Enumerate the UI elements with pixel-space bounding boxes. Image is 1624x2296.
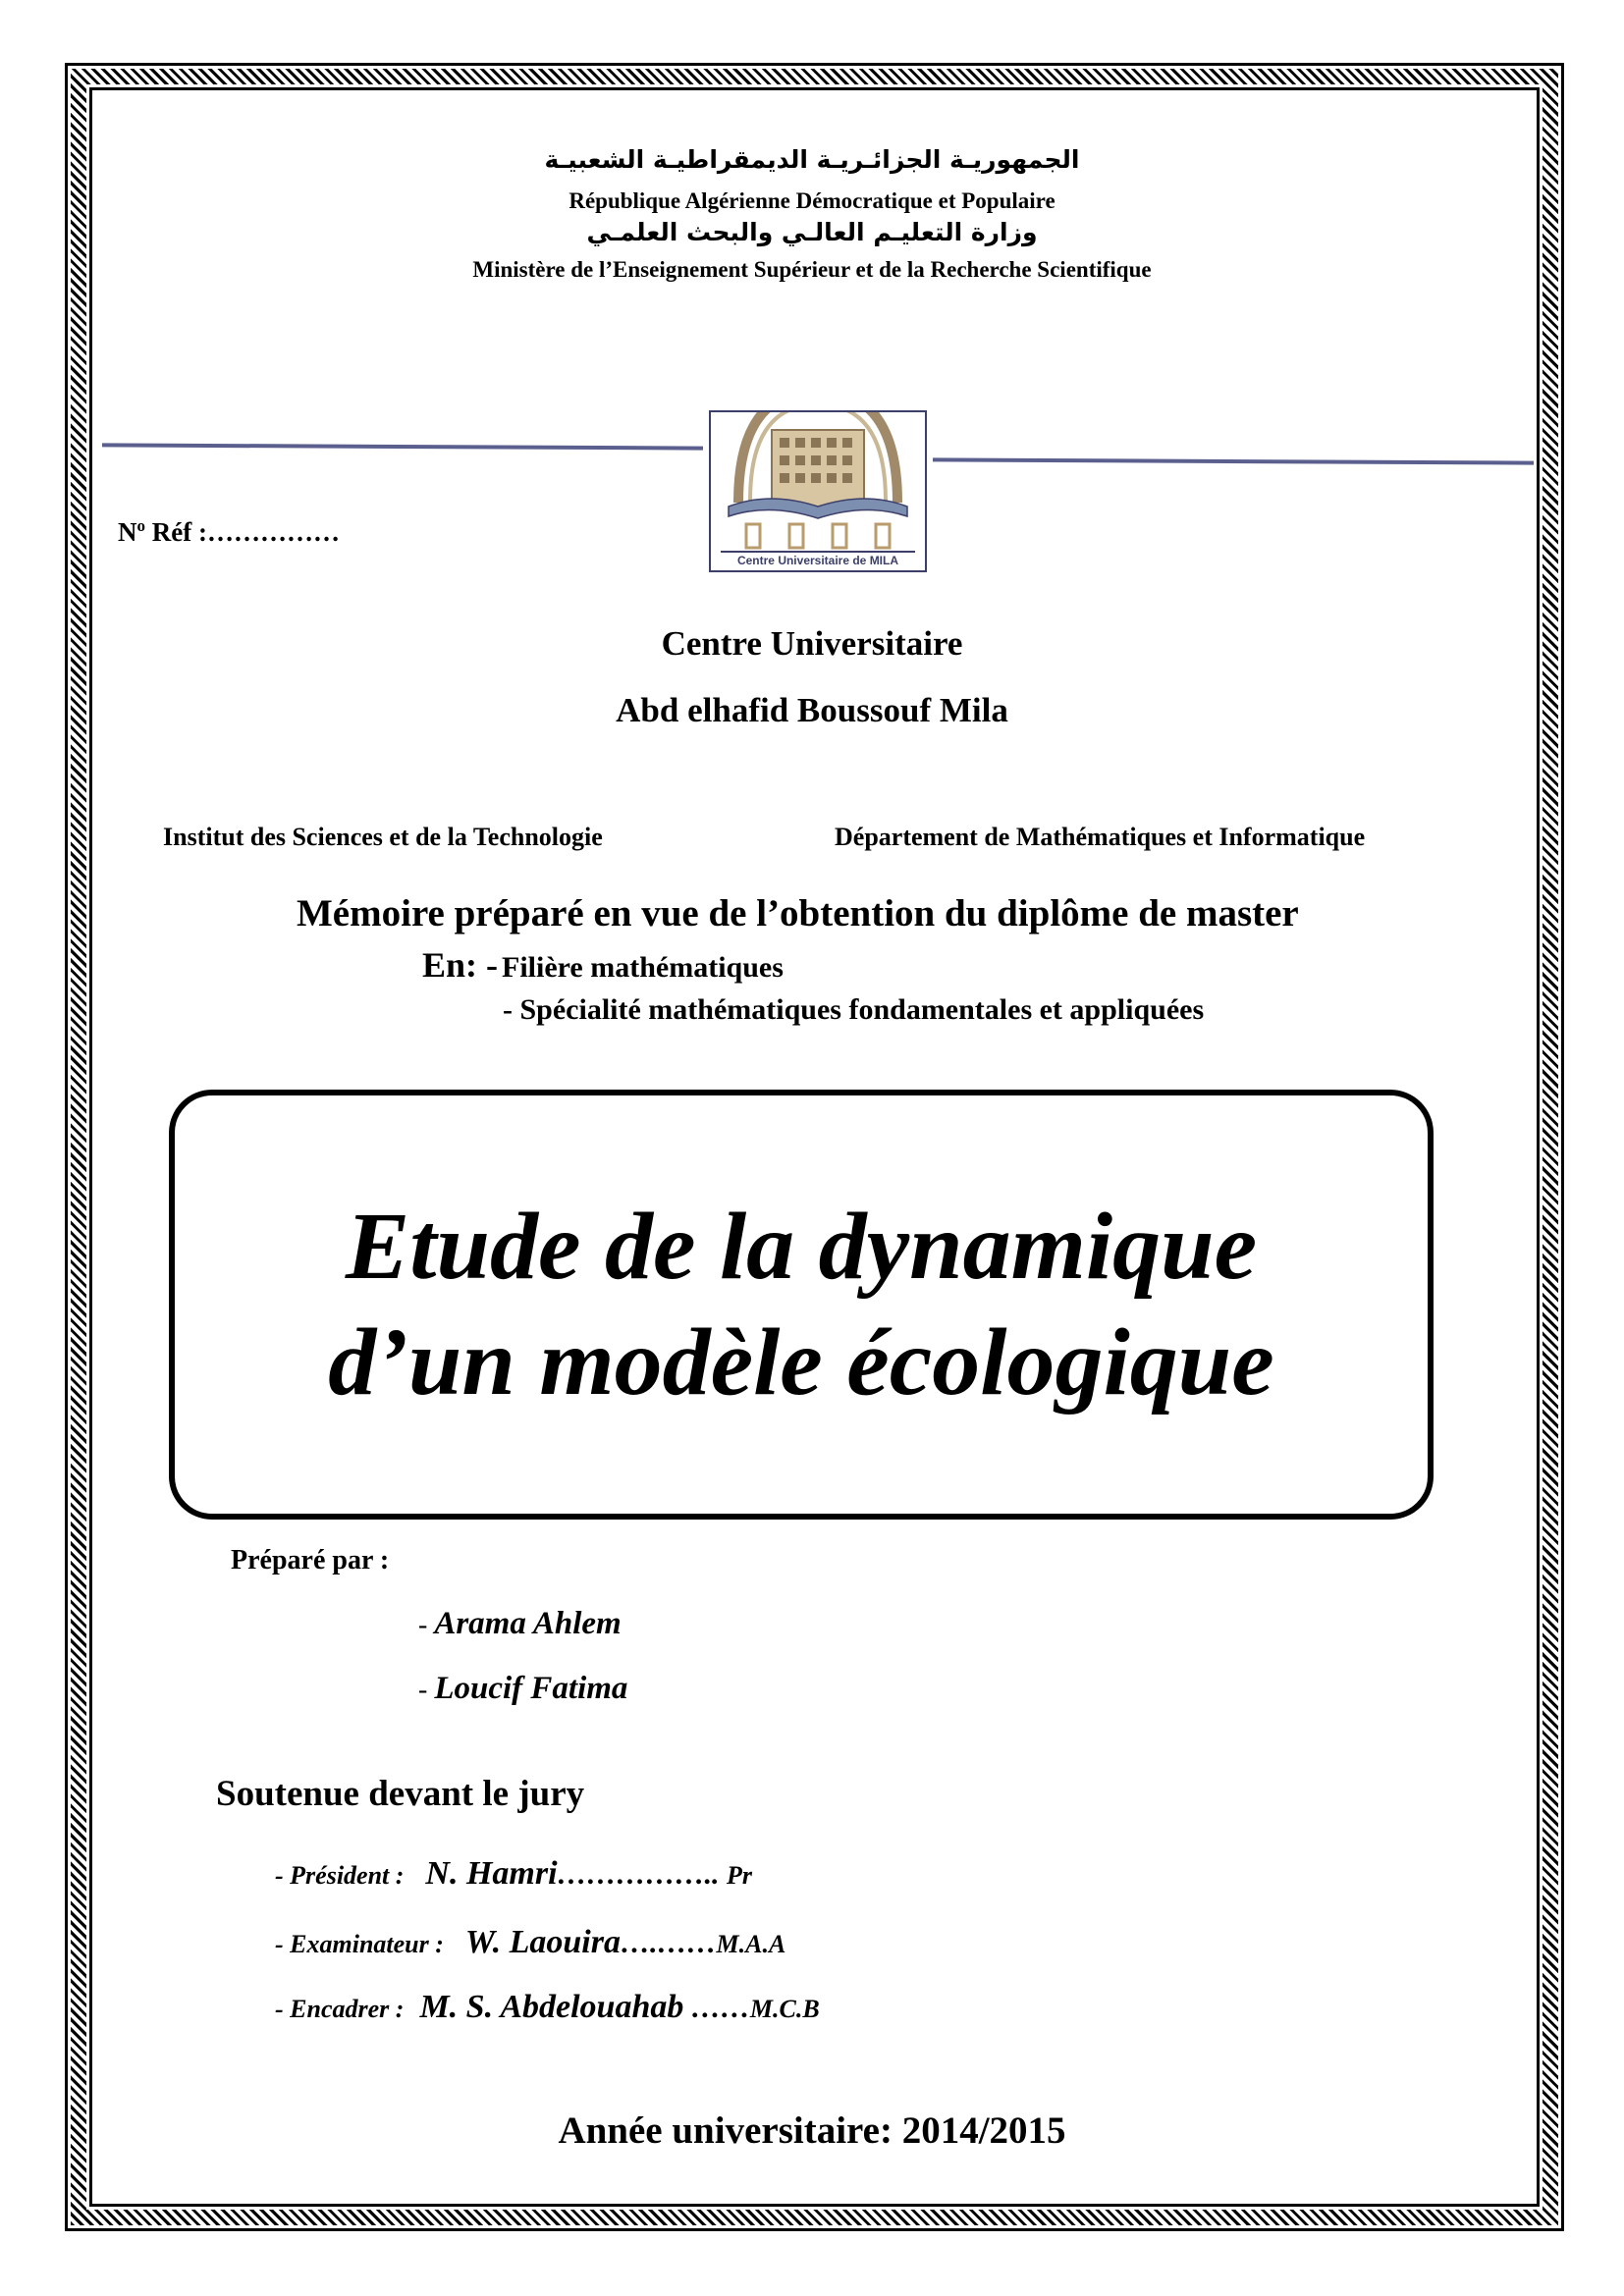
prepared-by-label: Préparé par : [231, 1545, 390, 1575]
arabic-republic-heading: الجمهوريـة الجزائـريـة الديمقراطيـة الشعبيـة [544, 145, 1080, 174]
author-item: - Loucif Fatima [418, 1671, 628, 1706]
university-logo [709, 410, 927, 572]
jury-heading: Soutenue devant le jury [216, 1774, 585, 1814]
thesis-title-line-1: Etude de la dynamique [345, 1194, 1258, 1300]
department-name: Département de Mathématiques et Informatique [835, 823, 1366, 851]
jury-member-examinateur: - Examinateur : W. Laouira….……M.A.A [275, 1924, 786, 1960]
institute-name: Institut des Sciences et de la Technologie [163, 823, 603, 851]
specialite: - Spécialité mathématiques fondamentales et appliquées [503, 993, 1205, 1026]
memoire-statement: Mémoire préparé en vue de l’obtention du diplôme de master [297, 892, 1299, 934]
author-name: Arama Ahlem [434, 1606, 622, 1641]
thesis-title-line-2: d’un modèle écologique [328, 1309, 1274, 1415]
thesis-title-box [169, 1090, 1434, 1520]
institution-name: Centre Universitaire [661, 624, 963, 663]
filiere: Filière mathématiques [502, 951, 784, 984]
jury-member-president: - Président : N. Hamri…………….. Pr [275, 1855, 753, 1892]
ministry-heading: Ministère de l’Enseignement Supérieur et de la Recherche Scientifique [472, 257, 1152, 282]
author-item: - Arama Ahlem [418, 1606, 622, 1641]
author-name: Loucif Fatima [434, 1671, 628, 1706]
institution-location: Abd elhafid Boussouf Mila [616, 691, 1008, 729]
university-building-emblem [711, 412, 925, 570]
jury-member-encadrer: - Encadrer : M. S. Abdelouahab ……M.C.B [275, 1989, 820, 2025]
arabic-ministry-heading: وزارة التعليـم العالـي والبحث العلمـي [586, 218, 1038, 246]
reference-number: $N^o$ Réf :…………… [118, 516, 340, 547]
en-label: En: - [422, 945, 499, 985]
logo-caption: Centre Universitaire de MILA [736, 554, 899, 567]
filiere-line [422, 944, 784, 986]
republic-heading: République Algérienne Démocratique et Populaire [568, 188, 1056, 213]
academic-year: Année universitaire: 2014/2015 [558, 2109, 1066, 2152]
